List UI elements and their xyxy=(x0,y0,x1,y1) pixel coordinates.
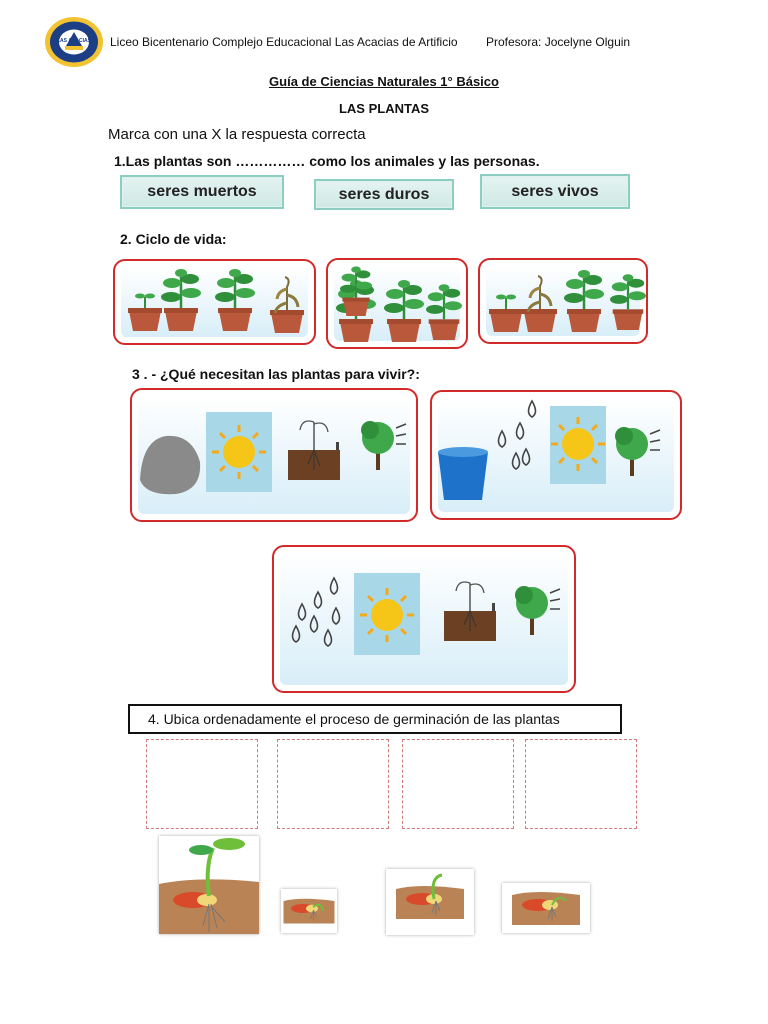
question-4: 4. Ubica ordenadamente el proceso de germinación de las plantas xyxy=(148,711,560,727)
question-3: 3 . - ¿Qué necesitan las plantas para vivir?: xyxy=(132,366,420,382)
logo-label: LAS ACACIAS xyxy=(57,38,91,44)
germination-illustration-1 xyxy=(159,836,259,934)
germination-illustration-3 xyxy=(386,869,474,935)
needs-option-2[interactable] xyxy=(430,390,682,520)
germination-card-1[interactable] xyxy=(159,836,259,934)
needs-illustration-1 xyxy=(132,390,418,522)
germination-card-3[interactable] xyxy=(386,869,474,935)
topic-title: LAS PLANTAS xyxy=(338,101,430,116)
answer-box-2[interactable] xyxy=(277,739,389,829)
answer-box-4[interactable] xyxy=(525,739,637,829)
needs-option-3[interactable] xyxy=(272,545,576,693)
germination-illustration-2 xyxy=(281,889,337,933)
germination-illustration-4 xyxy=(502,883,590,933)
instruction: Marca con una X la respuesta correcta xyxy=(108,126,366,143)
life-cycle-illustration-1 xyxy=(115,261,316,345)
option-seres-duros[interactable]: seres duros xyxy=(314,179,454,210)
needs-illustration-3 xyxy=(274,547,576,693)
germination-card-4[interactable] xyxy=(502,883,590,933)
guide-title: Guía de Ciencias Naturales 1° Básico xyxy=(269,74,499,89)
life-cycle-illustration-2 xyxy=(328,260,468,349)
life-cycle-option-1[interactable] xyxy=(113,259,316,345)
answer-box-1[interactable] xyxy=(146,739,258,829)
life-cycle-option-3[interactable] xyxy=(478,258,648,344)
question-2: 2. Ciclo de vida: xyxy=(120,231,227,247)
needs-option-1[interactable] xyxy=(130,388,418,522)
life-cycle-illustration-3 xyxy=(480,260,648,344)
question-1: 1.Las plantas son …………… como los animales y las personas. xyxy=(114,153,540,169)
school-name: Liceo Bicentenario Complejo Educacional Las Acacias de Artificio xyxy=(110,35,458,49)
life-cycle-option-2[interactable] xyxy=(326,258,468,349)
question-4-box xyxy=(128,704,622,734)
needs-illustration-2 xyxy=(432,392,682,520)
option-seres-vivos[interactable]: seres vivos xyxy=(480,174,630,209)
option-seres-muertos[interactable]: seres muertos xyxy=(120,175,284,209)
germination-card-2[interactable] xyxy=(281,889,337,933)
school-logo xyxy=(44,16,104,68)
teacher-name: Profesora: Jocelyne Olguin xyxy=(486,35,631,49)
answer-box-3[interactable] xyxy=(402,739,514,829)
